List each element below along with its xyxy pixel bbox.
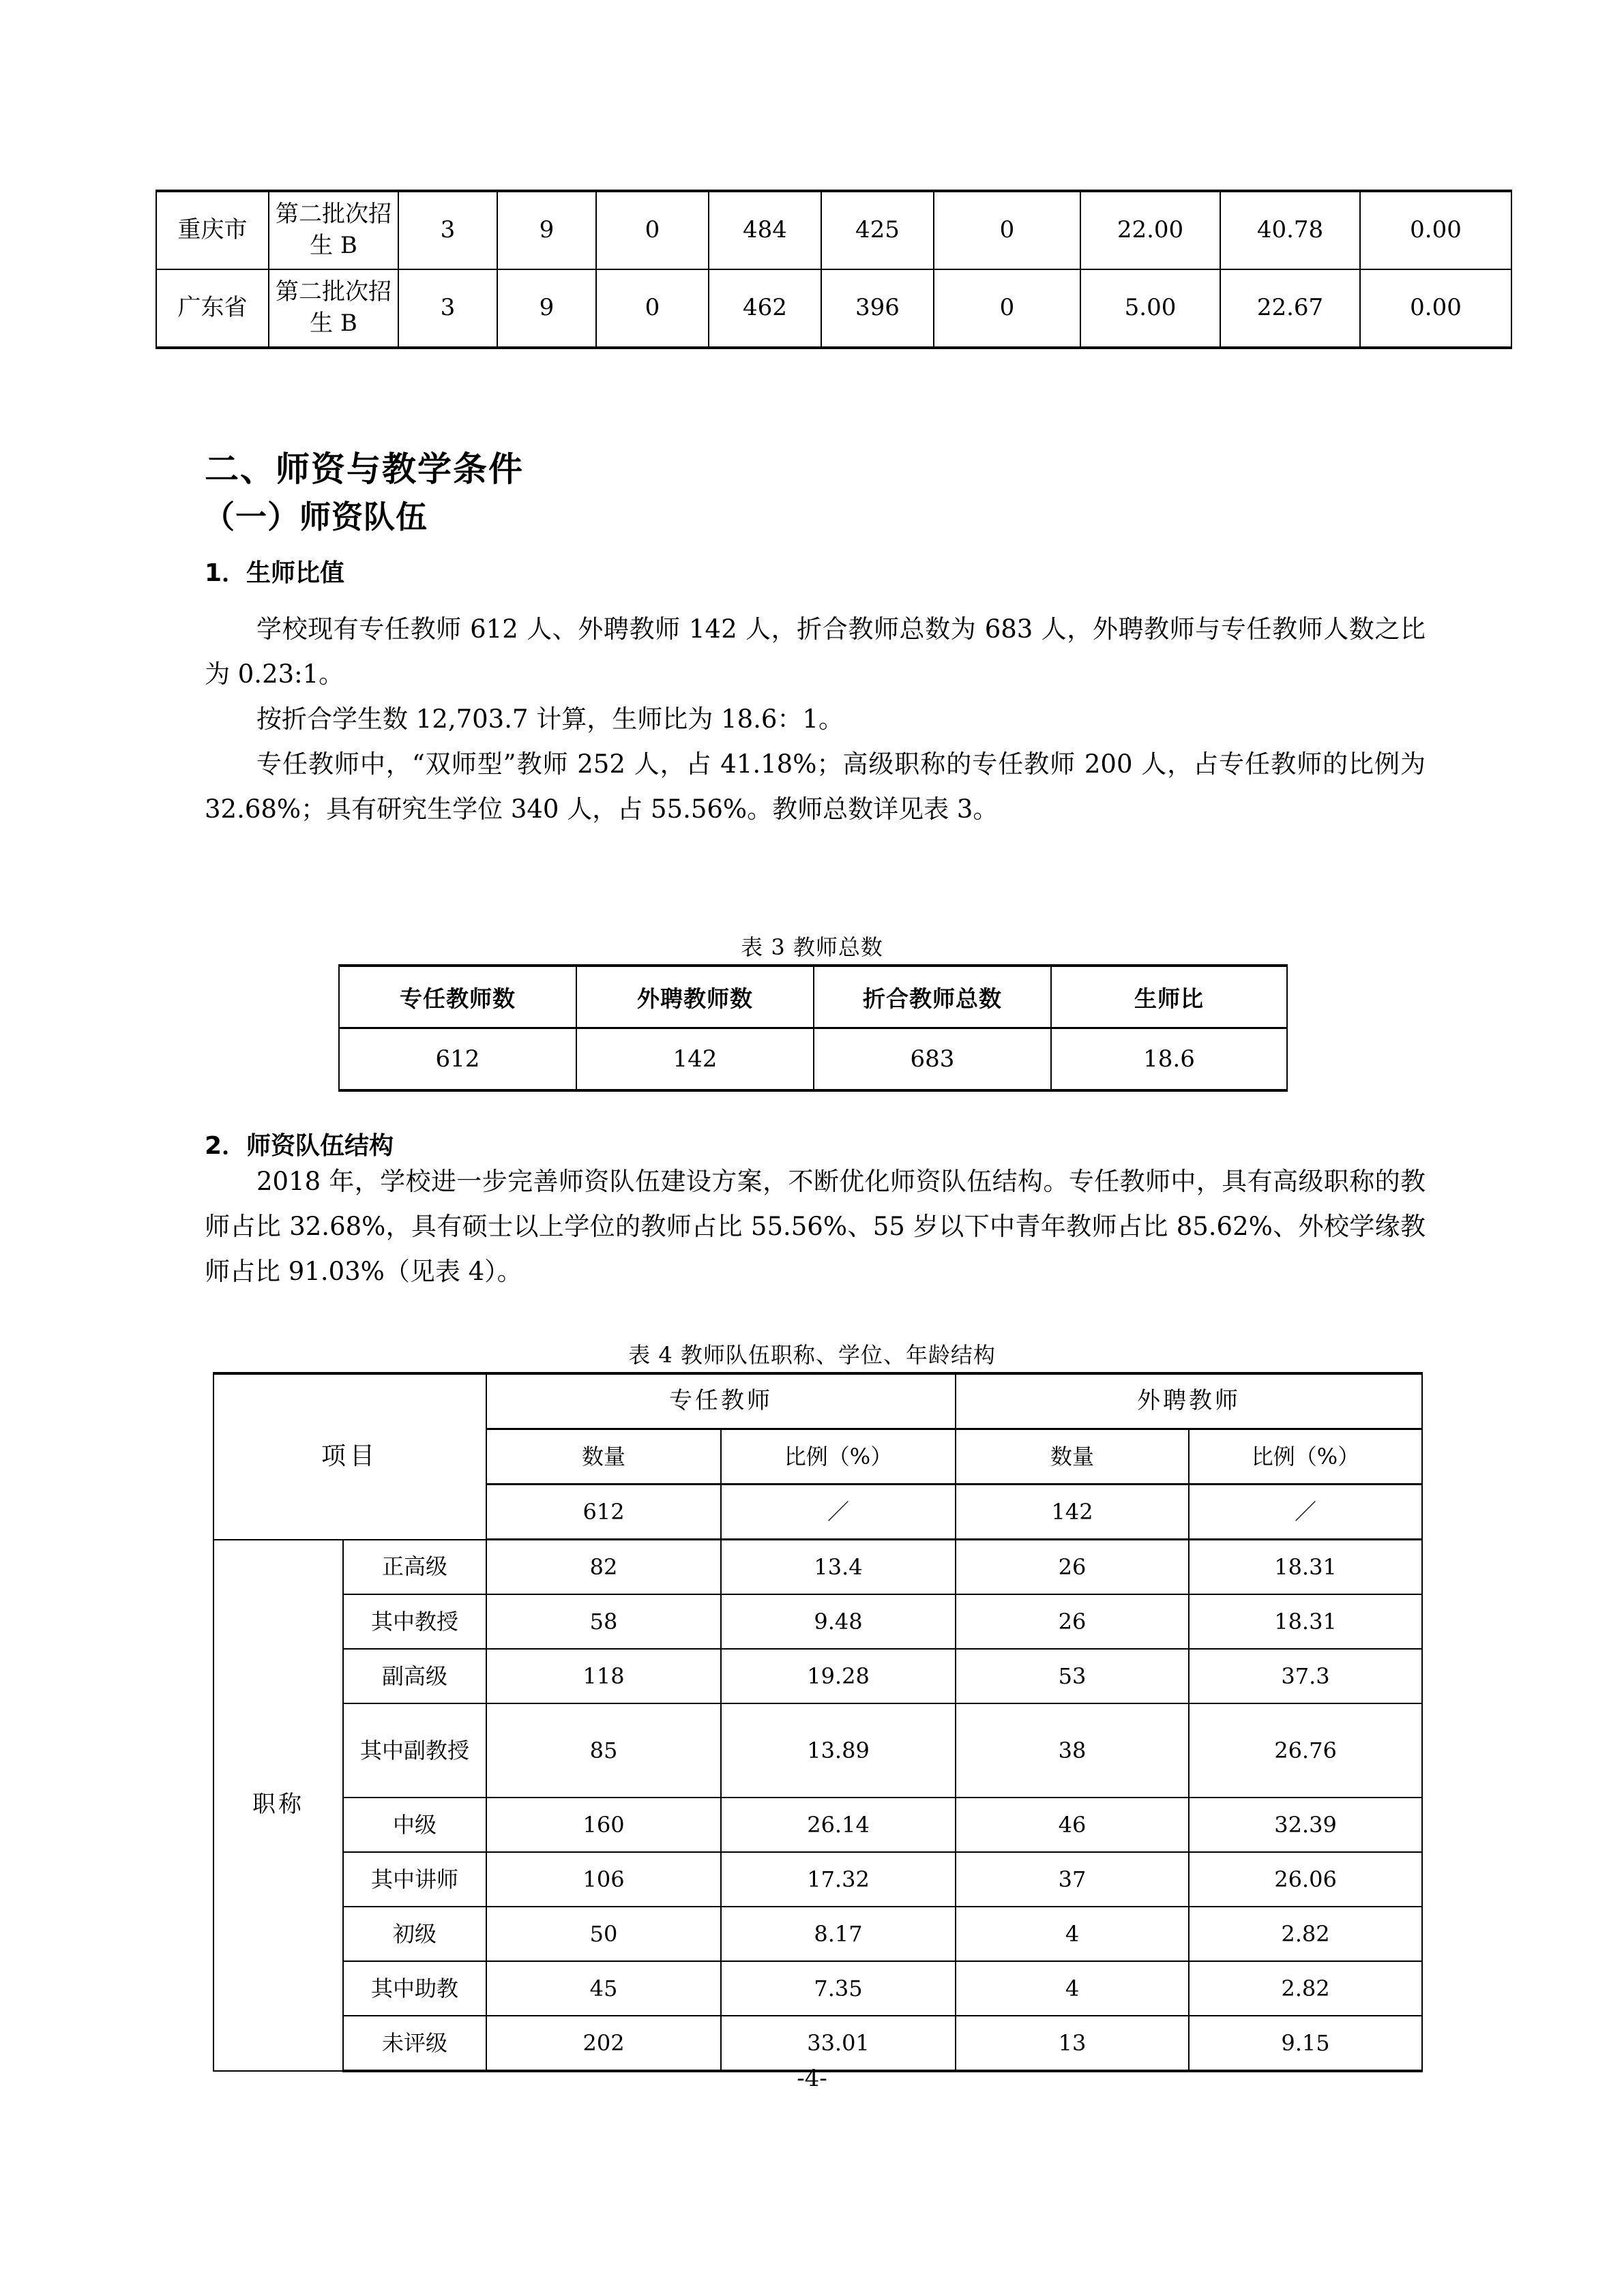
item-heading-2: 2．师资队伍结构 [205,1132,394,1160]
table4-cell-external-count: 38 [956,1703,1189,1798]
table3-header-fulltime: 专任教师数 [339,966,576,1028]
cell-c9: 22.00 [1080,191,1220,269]
table3-caption: 表 3 教师总数 [741,934,883,960]
cell-batch: 第二批次招生 B [269,191,398,269]
table4-group-fulltime: 专任教师 [486,1373,956,1429]
cell-c8: 0 [934,269,1080,348]
cell-region: 重庆市 [156,191,269,269]
table4-cell-fulltime-count: 45 [486,1961,721,2016]
table4-cell-external-ratio: 2.82 [1189,1961,1422,2016]
table4-cell-fulltime-count: 160 [486,1798,721,1852]
table4-cell-fulltime-ratio: 9.48 [721,1594,956,1649]
table4-row-label: 其中助教 [343,1961,486,2016]
table4-row-label: 中级 [343,1798,486,1852]
table4-cell-fulltime-ratio: 13.4 [721,1540,956,1595]
cell-c6: 484 [709,191,821,269]
table4-row-label: 未评级 [343,2016,486,2071]
table4-cell-external-count: 26 [956,1594,1189,1649]
table4-total-fulltime-count: 612 [486,1485,721,1540]
table4-cell-external-ratio: 26.76 [1189,1703,1422,1798]
table4-col-external-ratio: 比例（%） [1189,1429,1422,1485]
subsection-heading: （一）师资队伍 [203,498,428,535]
table3-value-external: 142 [576,1028,814,1091]
table4-cell-external-ratio: 2.82 [1189,1907,1422,1961]
cell-c10: 22.67 [1220,269,1360,348]
table-row [339,1028,1287,1091]
table4-row-label: 其中教授 [343,1594,486,1649]
table4-cell-external-ratio: 32.39 [1189,1798,1422,1852]
table-row [156,269,1511,348]
table-row [213,1649,1422,1703]
table4-cell-fulltime-ratio: 7.35 [721,1961,956,2016]
cell-c3: 3 [398,269,497,348]
table4-cell-fulltime-count: 82 [486,1540,721,1595]
cell-c3: 3 [398,191,497,269]
table3-header-ratio: 生师比 [1051,966,1287,1028]
table4-total-external-ratio: ／ [1189,1485,1422,1540]
table4-cell-fulltime-ratio: 8.17 [721,1907,956,1961]
table4-total-external-count: 142 [956,1485,1189,1540]
table4-cell-fulltime-count: 50 [486,1907,721,1961]
cell-region: 广东省 [156,269,269,348]
table4-row-label: 副高级 [343,1649,486,1703]
table-row [213,2016,1422,2071]
table-row [213,1961,1422,2016]
table4-cell-fulltime-count: 106 [486,1852,721,1907]
table3-value-ratio: 18.6 [1051,1028,1287,1091]
table3-header-converted: 折合教师总数 [814,966,1051,1028]
table4-row-label: 其中讲师 [343,1852,486,1907]
table4-cell-external-count: 26 [956,1540,1189,1595]
cell-c9: 5.00 [1080,269,1220,348]
table4-cell-fulltime-count: 118 [486,1649,721,1703]
section-heading: 二、师资与教学条件 [205,449,524,489]
item-heading-1: 1．生师比值 [205,559,345,587]
table3-value-fulltime: 612 [339,1028,576,1091]
table4-cell-external-ratio: 18.31 [1189,1594,1422,1649]
table4-cell-fulltime-ratio: 17.32 [721,1852,956,1907]
cell-c5: 0 [596,269,709,348]
paragraph-student-ratio: 按折合学生数 12,703.7 计算，生师比为 18.6：1。 [256,704,844,734]
table4-cell-fulltime-ratio: 33.01 [721,2016,956,2071]
table4-cell-external-count: 13 [956,2016,1189,2071]
table4-cell-external-ratio: 18.31 [1189,1540,1422,1595]
table4-cell-fulltime-ratio: 26.14 [721,1798,956,1852]
table-header-row [213,1373,1422,1429]
table4-col-external-count: 数量 [956,1429,1189,1485]
table3-value-converted: 683 [814,1028,1051,1091]
table4-row-label: 其中副教授 [343,1703,486,1798]
table4-cell-external-count: 46 [956,1798,1189,1852]
cell-c6: 462 [709,269,821,348]
cell-c11: 0.00 [1360,191,1511,269]
table4-caption: 表 4 教师队伍职称、学位、年龄结构 [628,1342,996,1368]
table4-cell-fulltime-ratio: 19.28 [721,1649,956,1703]
table4-cell-external-count: 53 [956,1649,1189,1703]
cell-c7: 396 [821,269,934,348]
table-header-row [339,966,1287,1028]
table4-cell-external-count: 4 [956,1961,1189,2016]
table4-col-fulltime-ratio: 比例（%） [721,1429,956,1485]
table4-cell-fulltime-count: 58 [486,1594,721,1649]
table4-cell-fulltime-ratio: 13.89 [721,1703,956,1798]
table-row [213,1907,1422,1961]
cell-batch: 第二批次招生 B [269,269,398,348]
paragraph-faculty-structure: 2018 年，学校进一步完善师资队伍建设方案，不断优化师资队伍结构。专任教师中，具有高级职称的教师占比 32.68%，具有硕士以上学位的教师占比 55.56%、55 岁以下中青年教师占比 85.62%、外校学缘教师占比 91.03%（见表 4）。 [205,1167,1426,1286]
cell-c8: 0 [934,191,1080,269]
table-row [213,1594,1422,1649]
table4-cell-external-ratio: 26.06 [1189,1852,1422,1907]
table-row [213,1540,1422,1595]
table4-row-label: 正高级 [343,1540,486,1595]
table3-header-external: 外聘教师数 [576,966,814,1028]
table-row [156,191,1511,269]
cell-c4: 9 [497,191,596,269]
page-number: -4- [797,2065,827,2092]
table-row [213,1703,1422,1798]
table4-cell-external-count: 37 [956,1852,1189,1907]
admission-batch-table [156,190,1512,349]
table4-cell-external-count: 4 [956,1907,1189,1961]
table4-total-fulltime-ratio: ／ [721,1485,956,1540]
table4-cell-external-ratio: 9.15 [1189,2016,1422,2071]
cell-c5: 0 [596,191,709,269]
paragraph-teacher-counts: 学校现有专任教师 612 人、外聘教师 142 人，折合教师总数为 683 人，外聘教师与专任教师人数之比为 0.23:1。 [205,614,1426,689]
cell-c10: 40.78 [1220,191,1360,269]
table4-group-external: 外聘教师 [956,1373,1422,1429]
table4-row-label: 初级 [343,1907,486,1961]
table4-cell-fulltime-count: 85 [486,1703,721,1798]
table4-cell-external-ratio: 37.3 [1189,1649,1422,1703]
table-row [213,1798,1422,1852]
cell-c4: 9 [497,269,596,348]
table-row [213,1852,1422,1907]
table4-cell-fulltime-count: 202 [486,2016,721,2071]
paragraph-teacher-quality: 专任教师中，“双师型”教师 252 人，占 41.18%；高级职称的专任教师 200 人，占专任教师的比例为 32.68%；具有研究生学位 340 人，占 55.56%。教师总数详见表 3。 [205,749,1426,824]
cell-c7: 425 [821,191,934,269]
table4-project-label: 项目 [213,1373,486,1540]
table4-col-fulltime-count: 数量 [486,1429,721,1485]
table3-teacher-totals [338,964,1288,1092]
table4-category-title: 职称 [213,1540,343,2072]
cell-c11: 0.00 [1360,269,1511,348]
table4-faculty-structure [213,1372,1423,2072]
